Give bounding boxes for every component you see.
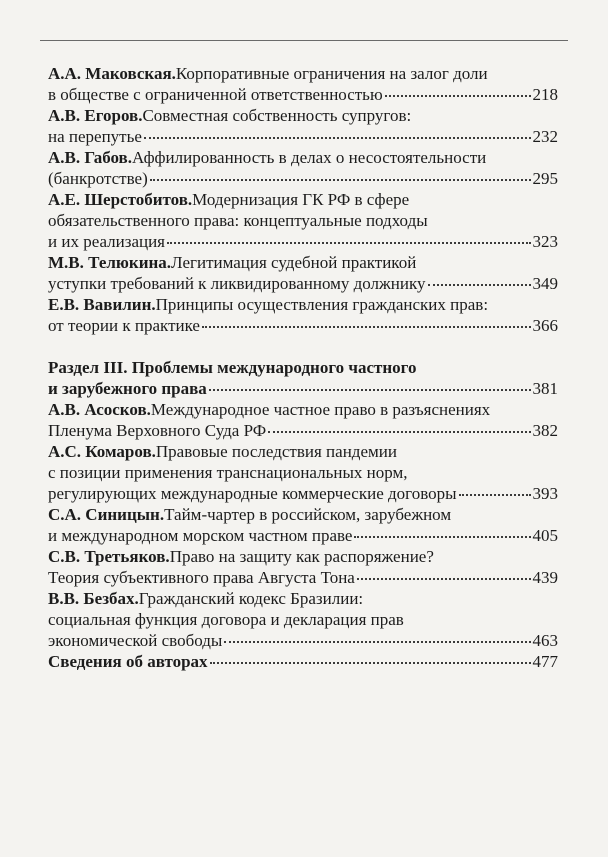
entry-title-line: с позиции применения транснациональных норм, xyxy=(48,463,408,482)
toc-line xyxy=(48,462,558,483)
entry-title-line: и их реализация xyxy=(48,232,165,251)
page-number: 463 xyxy=(532,631,558,650)
entry-title-line: Гражданский кодекс Бразилии: xyxy=(138,589,364,608)
toc-line xyxy=(48,84,558,105)
page-number: 381 xyxy=(532,379,558,398)
dot-leader xyxy=(224,637,530,643)
page-number: 439 xyxy=(532,568,558,587)
toc-line xyxy=(48,357,558,378)
dot-leader xyxy=(354,532,530,538)
toc-line xyxy=(48,651,558,672)
entry-author: С.А. Синицын. xyxy=(48,505,165,524)
toc-entry-asoskov[interactable] xyxy=(48,399,558,441)
dot-leader xyxy=(144,133,531,139)
page-number: 295 xyxy=(532,169,558,188)
page-number: 349 xyxy=(532,274,558,293)
entry-author: А.В. Асосков. xyxy=(48,400,151,419)
dot-leader xyxy=(209,385,531,391)
entry-title-line: Модернизация ГК РФ в сфере xyxy=(192,190,410,209)
toc-line xyxy=(48,210,558,231)
dot-leader xyxy=(357,574,531,580)
entry-title-line: регулирующих международные коммерческие договоры xyxy=(48,484,457,503)
toc-entry-komarov[interactable] xyxy=(48,441,558,504)
entry-title-line: от теории к практике xyxy=(48,316,200,335)
entry-title-line: на перепутье xyxy=(48,127,142,146)
toc-entry-sinitsyn[interactable] xyxy=(48,504,558,546)
toc-line xyxy=(48,525,558,546)
toc-line xyxy=(48,441,558,462)
toc-line xyxy=(48,231,558,252)
entry-title-line: уступки требований к ликвидированному должнику xyxy=(48,274,426,293)
toc-line xyxy=(48,567,558,588)
page-number: 323 xyxy=(532,232,558,251)
entry-title-line: Пленума Верховного Суда РФ xyxy=(48,421,267,440)
dot-leader xyxy=(385,91,531,97)
toc-entry-gabov[interactable] xyxy=(48,147,558,189)
entry-author: А.Е. Шерстобитов. xyxy=(48,190,193,209)
page-number: 218 xyxy=(532,85,558,104)
entry-author: А.С. Комаров. xyxy=(48,442,156,461)
entry-title-line: Принципы осуществления гражданских прав: xyxy=(155,295,489,314)
toc-entry-telyukina[interactable] xyxy=(48,252,558,294)
page-number: 477 xyxy=(532,652,558,671)
page-number: 393 xyxy=(532,484,558,503)
entry-title-line: Аффилированность в делах о несостоятельности xyxy=(131,148,487,167)
toc-section-heading[interactable] xyxy=(48,357,558,399)
dot-leader xyxy=(459,490,531,496)
entry-title-line: (банкротстве) xyxy=(48,169,148,188)
entry-author: А.А. Маковская. xyxy=(48,64,176,83)
toc-line xyxy=(48,420,558,441)
toc-entry-authors-info[interactable] xyxy=(48,651,558,672)
toc-entry-makovskaya[interactable] xyxy=(48,63,558,105)
toc-entry-tretyakov[interactable] xyxy=(48,546,558,588)
dot-leader xyxy=(167,238,531,244)
toc-line xyxy=(48,588,558,609)
dot-leader xyxy=(428,280,531,286)
dot-leader xyxy=(150,175,531,181)
toc-line xyxy=(48,294,558,315)
entry-author: В.В. Безбах. xyxy=(48,589,139,608)
entry-author: С.В. Третьяков. xyxy=(48,547,170,566)
section-title-line: Раздел III. Проблемы международного частного xyxy=(48,358,417,377)
dot-leader xyxy=(268,427,530,433)
entry-title-line: в обществе с ограниченной ответственностью xyxy=(48,85,383,104)
authors-info-label: Сведения об авторах xyxy=(48,652,208,671)
entry-title-line: Право на защиту как распоряжение? xyxy=(169,547,434,566)
toc-line xyxy=(48,168,558,189)
page-number: 232 xyxy=(532,127,558,146)
entry-title-line: социальная функция договора и декларация прав xyxy=(48,610,404,629)
table-of-contents xyxy=(48,63,558,672)
dot-leader xyxy=(202,322,531,328)
page-number: 405 xyxy=(532,526,558,545)
toc-line xyxy=(48,378,558,399)
entry-title-line: Совместная собственность супругов: xyxy=(142,106,412,125)
page-number: 366 xyxy=(532,316,558,335)
toc-line xyxy=(48,105,558,126)
toc-line xyxy=(48,399,558,420)
entry-title-line: Правовые последствия пандемии xyxy=(155,442,397,461)
entry-author: А.В. Егоров. xyxy=(48,106,143,125)
header-rule xyxy=(40,40,568,41)
toc-line xyxy=(48,63,558,84)
dot-leader xyxy=(210,658,531,664)
entry-title-line: Теория субъективного права Августа Тона xyxy=(48,568,355,587)
toc-line xyxy=(48,546,558,567)
toc-entry-sherstobitov[interactable] xyxy=(48,189,558,252)
toc-line xyxy=(48,147,558,168)
toc-entry-bezbakh[interactable] xyxy=(48,588,558,651)
entry-title-line: обязательственного права: концептуальные подходы xyxy=(48,211,428,230)
toc-entry-vavilin[interactable] xyxy=(48,294,558,336)
toc-line xyxy=(48,630,558,651)
toc-line xyxy=(48,483,558,504)
entry-author: Е.В. Вавилин. xyxy=(48,295,156,314)
toc-entry-egorov[interactable] xyxy=(48,105,558,147)
entry-title-line: и международном морском частном праве xyxy=(48,526,353,545)
toc-line xyxy=(48,126,558,147)
toc-line xyxy=(48,189,558,210)
toc-line xyxy=(48,504,558,525)
toc-line xyxy=(48,273,558,294)
page-number: 382 xyxy=(532,421,558,440)
section-title-line: и зарубежного права xyxy=(48,379,207,398)
entry-author: М.В. Телюкина. xyxy=(48,253,172,272)
toc-line xyxy=(48,609,558,630)
entry-title-line: Международное частное право в разъяснениях xyxy=(150,400,491,419)
entry-author: А.В. Габов. xyxy=(48,148,132,167)
toc-line xyxy=(48,315,558,336)
entry-title-line: экономической свободы xyxy=(48,631,223,650)
entry-title-line: Корпоративные ограничения на залог доли xyxy=(175,64,488,83)
toc-line xyxy=(48,252,558,273)
entry-title-line: Тайм-чартер в российском, зарубежном xyxy=(164,505,452,524)
entry-title-line: Легитимация судебной практикой xyxy=(171,253,417,272)
